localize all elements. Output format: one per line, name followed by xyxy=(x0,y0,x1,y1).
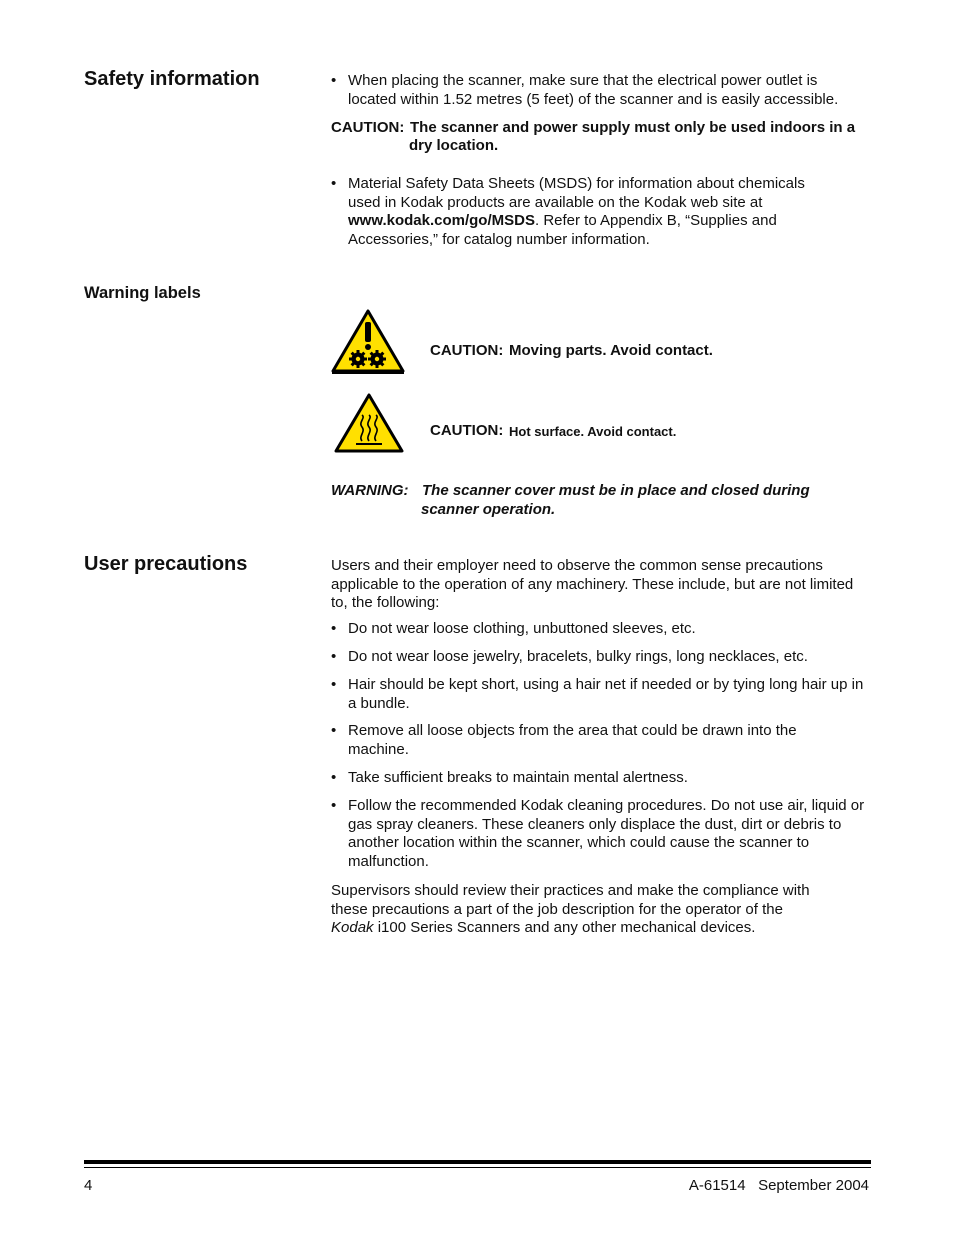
bullet-dot: • xyxy=(331,72,337,89)
page-number: 4 xyxy=(84,1177,93,1194)
msds-link[interactable]: www.kodak.com/go/MSDS xyxy=(348,212,535,230)
closing-line3-rest: i100 Series Scanners and any other mechanical devices. xyxy=(373,919,756,937)
bullet-dot: • xyxy=(331,769,337,786)
precautions-heading: User precautions xyxy=(84,553,248,575)
closing-line1: Supervisors should review their practices and make the compliance with xyxy=(331,882,810,899)
bullet-dot: • xyxy=(331,797,337,814)
msds-line2: used in Kodak products are available on the Kodak web site at xyxy=(348,193,763,211)
label2-text: Hot surface. Avoid contact. xyxy=(509,424,677,439)
precaution-item-text: Hair should be kept short, using a hair net if needed or by tying long hair up in a bundle. xyxy=(348,676,864,712)
warning-labels-heading: Warning labels xyxy=(84,284,201,302)
precautions-closing xyxy=(331,882,810,938)
caution-text-line2: dry location. xyxy=(409,137,499,154)
caution-label: CAUTION: xyxy=(331,119,405,136)
label2-caption: CAUTION: xyxy=(430,422,504,439)
moving-parts-warning-icon xyxy=(331,308,405,374)
closing-line2: these precautions a part of the job description for the operator of the xyxy=(331,900,783,918)
doc-info: A-61514 September 2004 xyxy=(688,1177,869,1194)
precaution-item-text: Do not wear loose clothing, unbuttoned sleeves, etc. xyxy=(348,620,696,637)
warning-label: WARNING: xyxy=(331,482,409,499)
precautions-intro xyxy=(331,557,853,613)
precaution-item-text: Take sufficient breaks to maintain mental alertness. xyxy=(348,769,688,786)
label1-caption: CAUTION: xyxy=(430,342,504,359)
footer-rule-thick xyxy=(84,1160,871,1164)
msds-line1: Material Safety Data Sheets (MSDS) for information about chemicals xyxy=(348,175,805,192)
bullet-dot: • xyxy=(331,620,337,637)
warning-line1: The scanner cover must be in place and closed during xyxy=(422,482,810,499)
bullet-dot: • xyxy=(331,648,337,665)
bullet-dot: • xyxy=(331,175,337,192)
intro-line2: applicable to the operation of any machinery. These include, but are not limited xyxy=(331,575,854,593)
precaution-item-text: Follow the recommended Kodak cleaning procedures. Do not use air, liquid or gas spray cleaners. These cleaners only displace the dust, dirt or debris to another location within the scanner, which could cause the scanner to malfunction. xyxy=(348,797,865,870)
precaution-item-text: Do not wear loose jewelry, bracelets, bulky rings, long necklaces, etc. xyxy=(348,648,808,665)
footer-rule-thin xyxy=(84,1167,871,1168)
msds-line3-rest: . Refer to Appendix B, “Supplies and xyxy=(534,212,777,230)
precaution-item-text: Remove all loose objects from the area that could be drawn into the machine. xyxy=(348,722,797,758)
caution-text-line1: The scanner and power supply must only be used indoors in a xyxy=(410,119,856,136)
intro-line3: to, the following: xyxy=(331,594,440,612)
bullet-dot: • xyxy=(331,676,337,693)
label1-text: Moving parts. Avoid contact. xyxy=(509,342,713,359)
closing-brand: Kodak xyxy=(331,919,374,937)
hot-surface-warning-icon xyxy=(334,393,404,453)
intro-line1: Users and their employer need to observe the common sense precautions xyxy=(331,557,823,574)
safety-heading: Safety information xyxy=(84,68,260,90)
bullet-dot: • xyxy=(331,722,337,739)
safety-bullet-1-text: When placing the scanner, make sure that the electrical power outlet is located within 1.52 metres (5 feet) of the scanner and is easily accessible. xyxy=(348,72,839,108)
msds-line4: Accessories,” for catalog number information. xyxy=(348,230,650,248)
warning-line2: scanner operation. xyxy=(421,501,556,518)
